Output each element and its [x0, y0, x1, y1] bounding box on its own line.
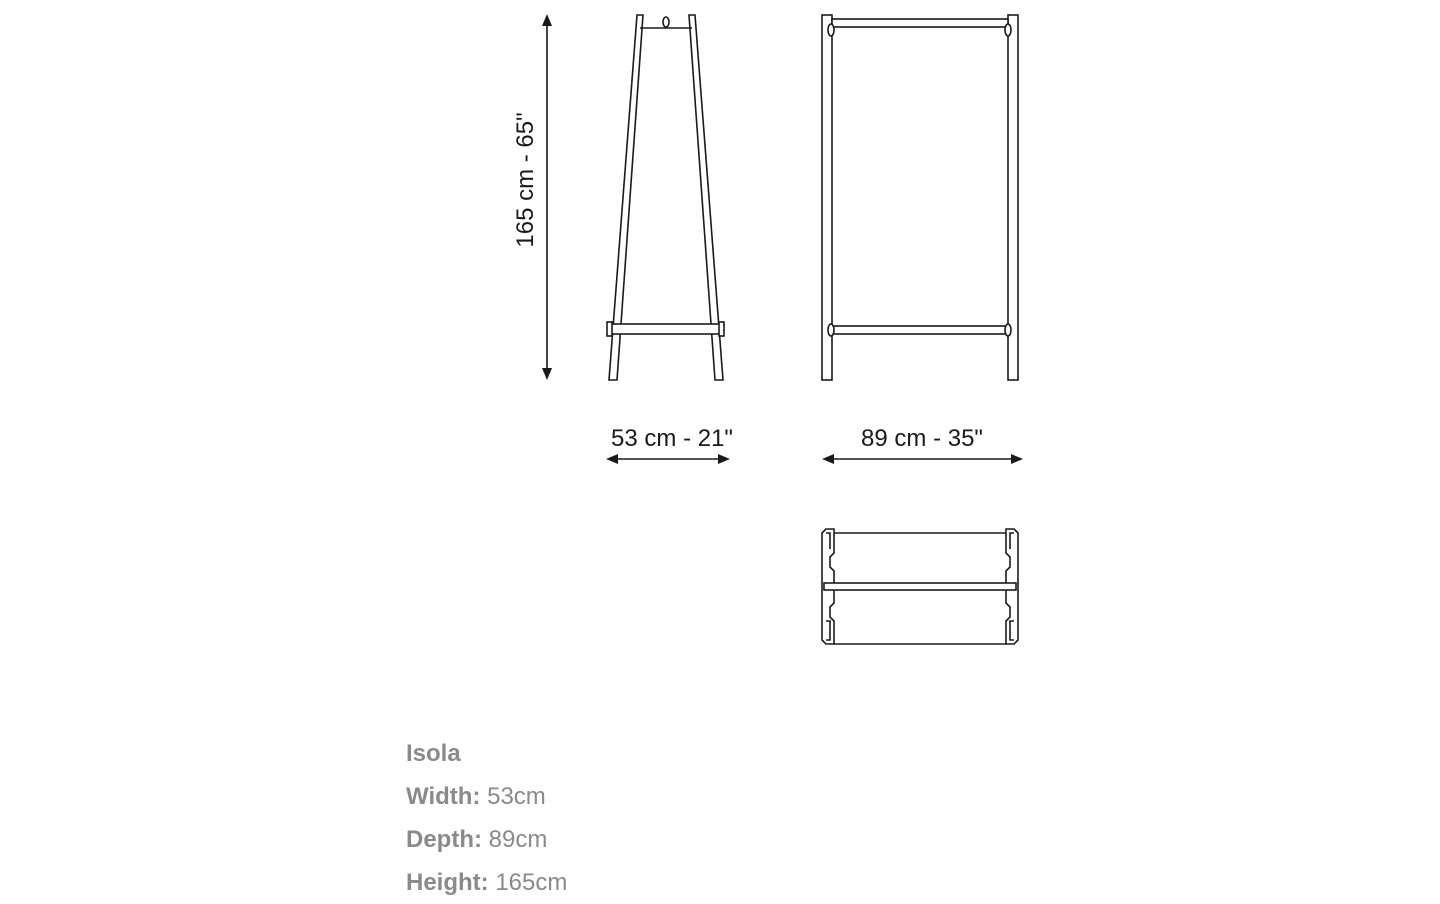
- front-view: [822, 15, 1018, 380]
- arrow-right-icon: [1011, 454, 1023, 464]
- arrow-up-icon: [542, 14, 552, 26]
- spec-row-depth: [406, 818, 567, 861]
- width-dimension-label: 53 cm - 21": [611, 425, 733, 452]
- front-view-top-bar: [832, 19, 1008, 27]
- arrow-left-icon: [606, 454, 618, 464]
- height-dimension: [512, 14, 552, 380]
- side-view-top-peg: [663, 17, 669, 27]
- top-view-center-bar: [824, 583, 1016, 590]
- front-view-top-peg-left: [828, 24, 834, 36]
- side-view: [607, 15, 724, 380]
- product-specs: [406, 732, 567, 904]
- spec-depth-label: Depth:: [406, 826, 482, 853]
- spec-height-value: 165cm: [495, 869, 568, 896]
- spec-row-height: [406, 861, 567, 904]
- spec-depth-value: 89cm: [488, 826, 548, 853]
- arrow-right-icon: [718, 454, 730, 464]
- side-view-rail-end-left: [607, 322, 612, 336]
- depth-dimension: [822, 425, 1023, 464]
- front-view-lower-peg-right: [1005, 324, 1011, 336]
- side-view-rail-end-right: [719, 322, 724, 336]
- front-view-top-peg-right: [1005, 24, 1011, 36]
- arrow-down-icon: [542, 368, 552, 380]
- product-title: Isola: [406, 740, 461, 767]
- spec-height-label: Height:: [406, 869, 489, 896]
- width-dimension: [606, 425, 733, 464]
- arrow-left-icon: [822, 454, 834, 464]
- spec-width-value: 53cm: [487, 783, 546, 810]
- spec-row-width: [406, 775, 567, 818]
- spec-width-label: Width:: [406, 783, 481, 810]
- front-view-lower-peg-left: [828, 324, 834, 336]
- side-view-lower-rail: [611, 324, 721, 334]
- height-dimension-label: 165 cm - 65": [512, 112, 539, 248]
- top-view: [822, 529, 1018, 644]
- depth-dimension-label: 89 cm - 35": [861, 425, 983, 452]
- front-view-lower-bar: [832, 326, 1008, 334]
